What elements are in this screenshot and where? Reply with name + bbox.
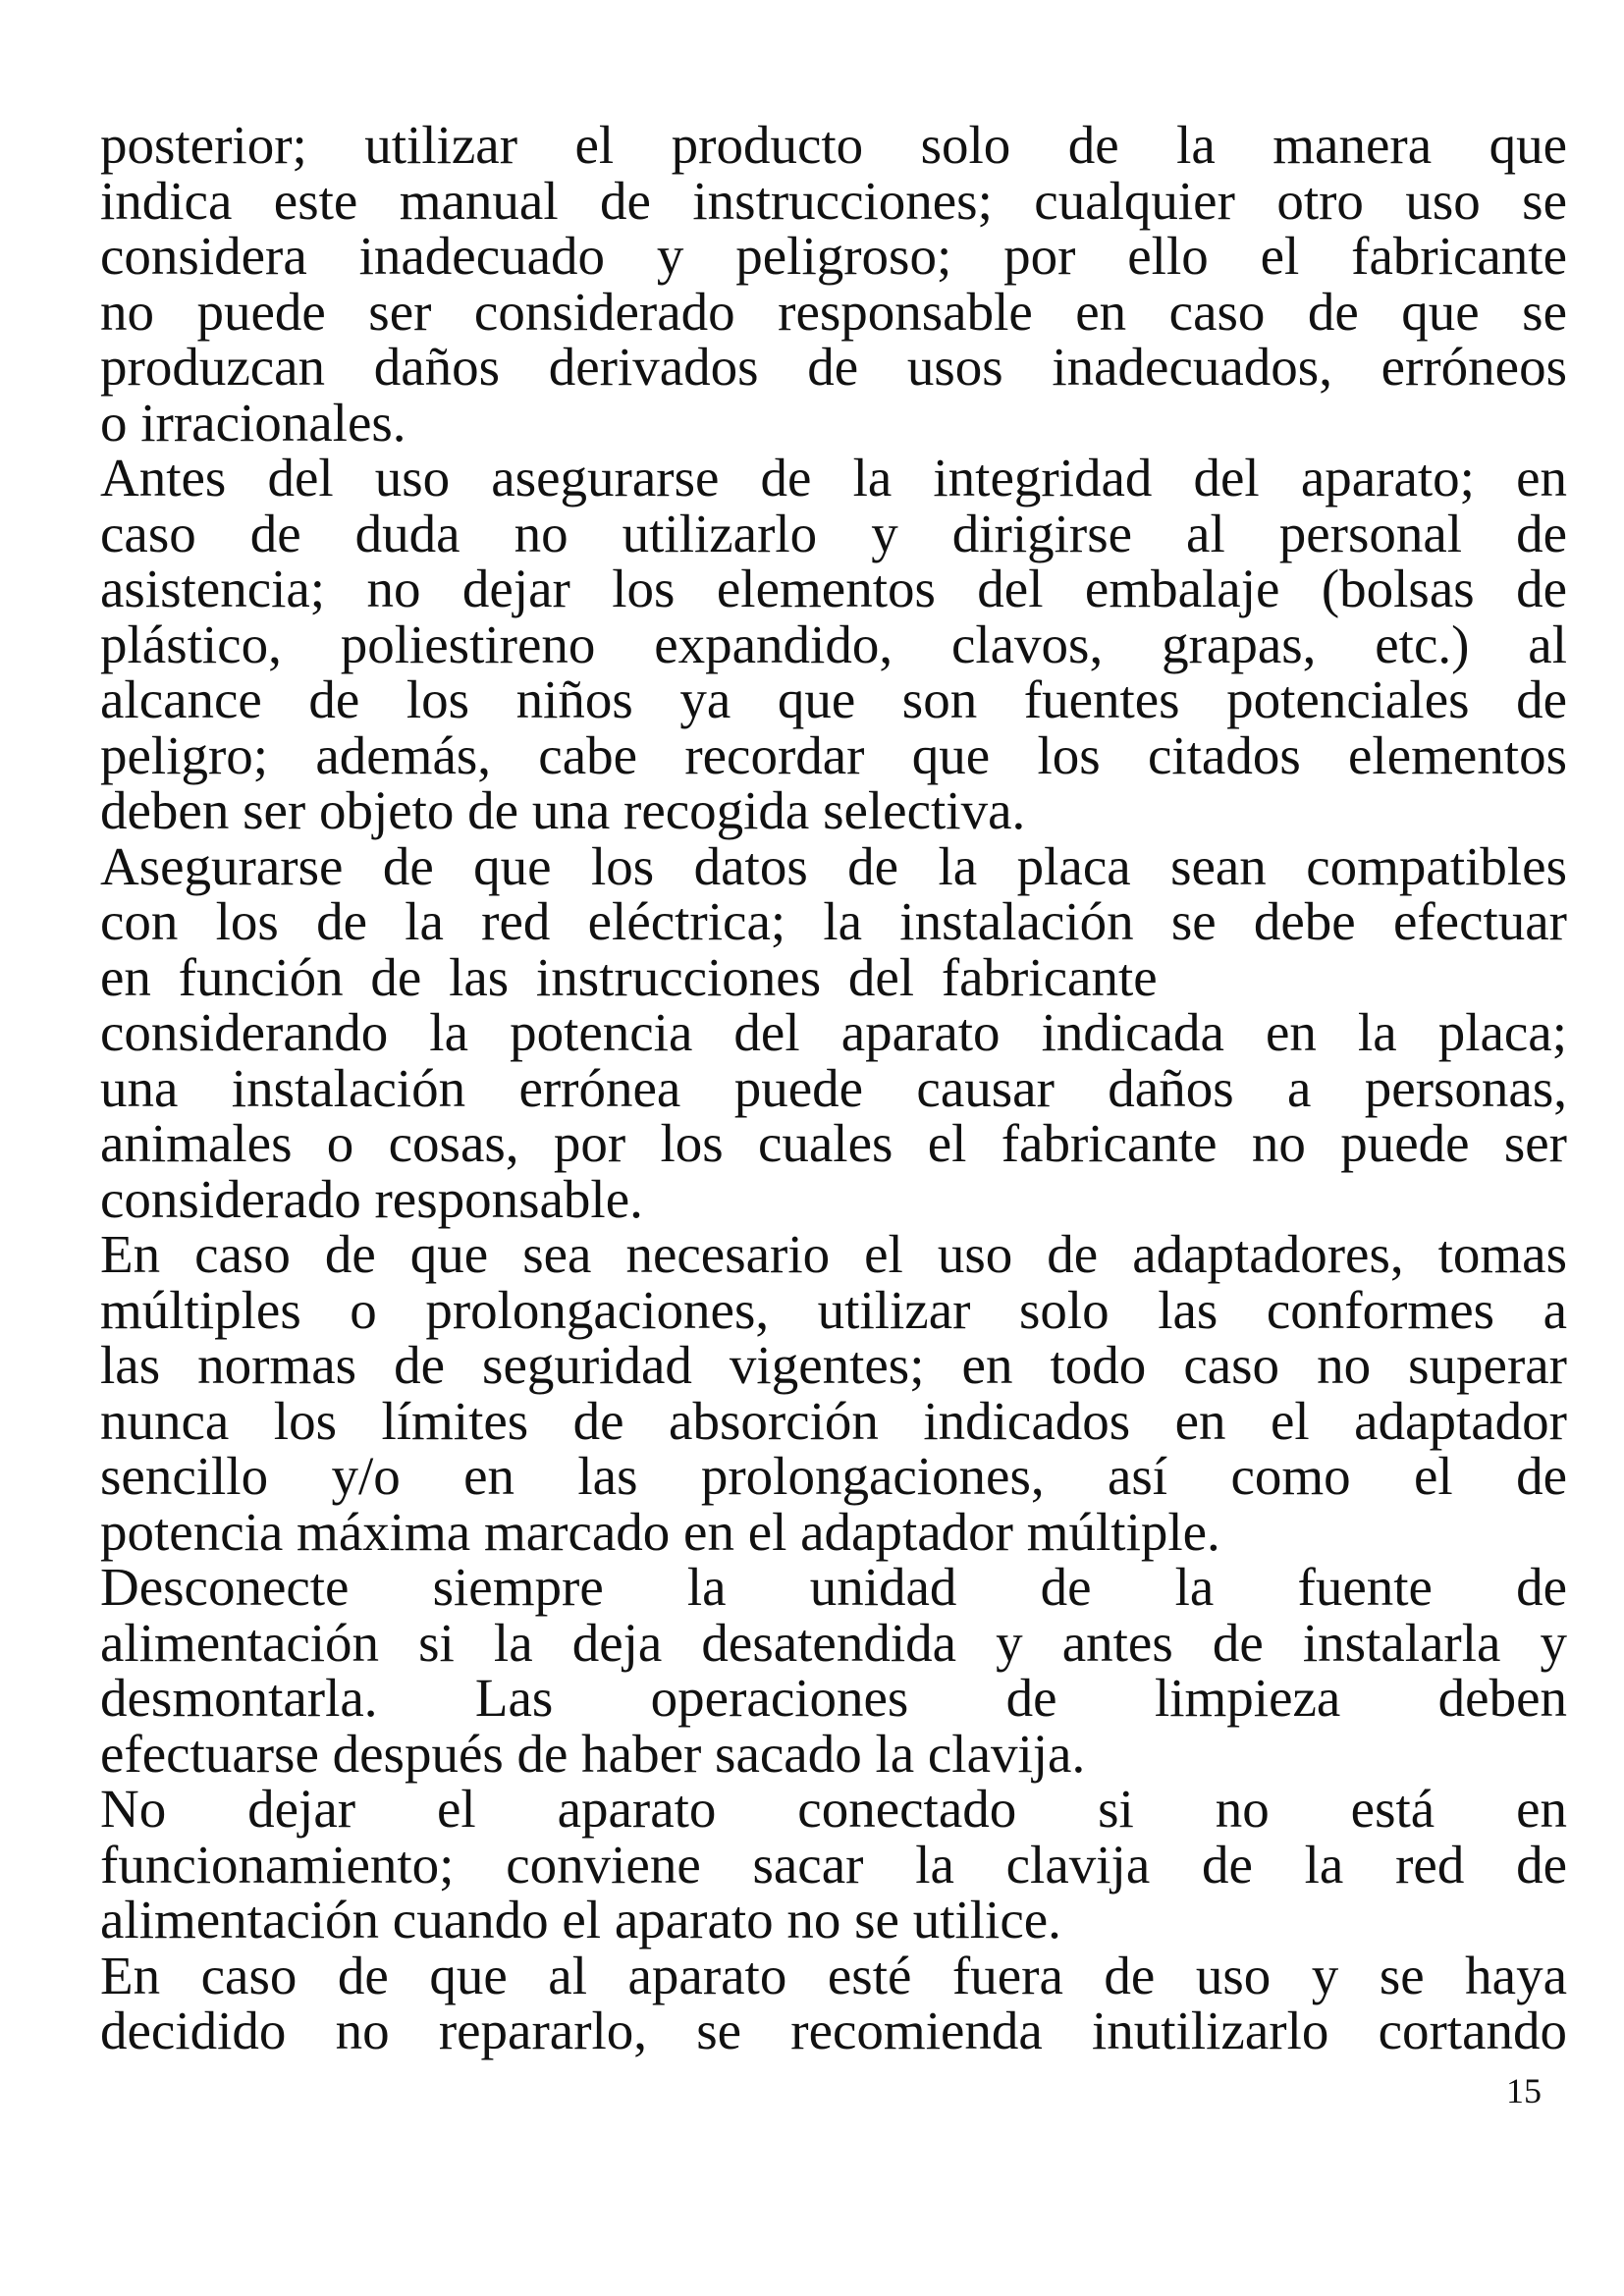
text-line: desmontarla. Las operaciones de limpieza deben	[100, 1668, 1567, 1728]
text-line: efectuarse después de haber sacado la clavija.	[100, 1723, 1086, 1784]
text-line: En caso de que al aparato esté fuera de uso y se haya	[100, 1945, 1567, 2005]
page-number: 15	[1506, 2071, 1542, 2110]
text-line: posterior; utilizar el producto solo de la manera que	[100, 115, 1567, 175]
paragraph-7	[100, 1945, 1567, 2060]
text-line: produzcan daños derivados de usos inadecuados, erróneos	[100, 337, 1567, 397]
text-line: No dejar el aparato conectado si no está en	[100, 1779, 1567, 1839]
text-line: Asegurarse de que los datos de la placa sean compatibles	[100, 835, 1567, 896]
body-text	[100, 115, 1567, 2060]
text-line: indica este manual de instrucciones; cualquier otro uso se	[100, 170, 1567, 231]
text-line: considerando la potencia del aparato indicada en la placa;	[100, 1002, 1567, 1062]
text-line: alimentación cuando el aparato no se utilice.	[100, 1890, 1061, 1949]
text-line: Antes del uso asegurarse de la integridad del aparato; en	[100, 448, 1567, 507]
text-line: nunca los límites de absorción indicados en el adaptador	[100, 1390, 1567, 1451]
text-line: las normas de seguridad vigentes; en todo caso no superar	[100, 1335, 1567, 1395]
text-line: múltiples o prolongaciones, utilizar solo las conformes a	[100, 1279, 1567, 1340]
paragraph-4	[100, 1224, 1567, 1562]
text-line: considera inadecuado y peligroso; por ello el fabricante	[100, 226, 1567, 286]
paragraph-6	[100, 1779, 1567, 1949]
text-line: alcance de los niños ya que son fuentes potenciales de	[100, 669, 1567, 729]
paragraph-5	[100, 1557, 1567, 1784]
text-line: o irracionales.	[100, 392, 406, 453]
text-line: una instalación errónea puede causar daños a personas,	[100, 1057, 1567, 1118]
text-line: asistencia; no dejar los elementos del embalaje (bolsas de	[100, 559, 1567, 618]
text-line: plástico, poliestireno expandido, clavos, grapas, etc.) al	[100, 614, 1567, 674]
text-line: deben ser objeto de una recogida selectiva.	[100, 780, 1026, 840]
paragraph-3	[100, 835, 1567, 1229]
text-line: funcionamiento; conviene sacar la clavija de la red de	[100, 1834, 1567, 1895]
text-line: en función de las instrucciones del fabricante	[100, 946, 1158, 1007]
text-line: sencillo y/o en las prolongaciones, así como el de	[100, 1446, 1567, 1506]
text-line: con los de la red eléctrica; la instalación se debe efectuar	[100, 891, 1567, 951]
paragraph-2	[100, 448, 1567, 840]
text-line: peligro; además, cabe recordar que los citados elementos	[100, 724, 1567, 785]
paragraph-1	[100, 115, 1567, 453]
text-line: alimentación si la deja desatendida y antes de instalarla y	[100, 1612, 1567, 1673]
text-line: considerado responsable.	[100, 1168, 643, 1229]
text-line: animales o cosas, por los cuales el fabricante no puede ser	[100, 1113, 1567, 1173]
text-line: decidido no repararlo, se recomienda inutilizarlo cortando	[100, 2001, 1567, 2060]
text-line: Desconecte siempre la unidad de la fuente de	[100, 1557, 1567, 1617]
text-line: caso de duda no utilizarlo y dirigirse al personal de	[100, 503, 1567, 563]
text-line: En caso de que sea necesario el uso de adaptadores, tomas	[100, 1224, 1567, 1284]
text-line: potencia máxima marcado en el adaptador múltiple.	[100, 1501, 1220, 1562]
text-line: no puede ser considerado responsable en caso de que se	[100, 281, 1567, 342]
